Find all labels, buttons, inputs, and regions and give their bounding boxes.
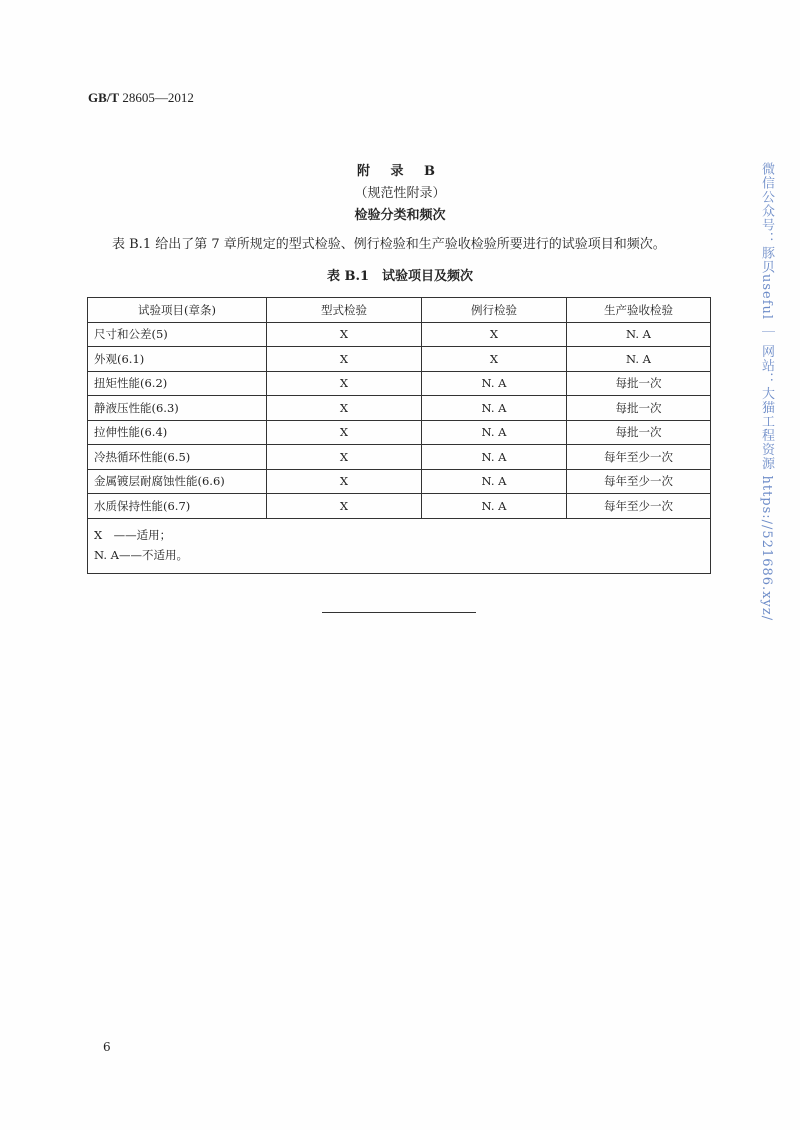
table-cell: X — [267, 371, 422, 396]
watermark: 微信公众号：豚贝useful ｜ 网站：大猫工程资源 https://521686.xyz/ — [759, 162, 774, 622]
table-cell: X — [267, 396, 422, 421]
table-cell: 外观(6.1) — [88, 347, 267, 372]
test-items-table — [87, 297, 711, 574]
table-row — [88, 371, 711, 396]
table-cell: 金属镀层耐腐蚀性能(6.6) — [88, 469, 267, 494]
table-row — [88, 322, 711, 347]
table-cell: X — [267, 469, 422, 494]
table-row — [88, 494, 711, 519]
table-cell: N. A — [422, 420, 567, 445]
note: N. A——不适用。 — [94, 547, 188, 562]
table-cell: 水质保持性能(6.7) — [88, 494, 267, 519]
table-cell: X — [267, 347, 422, 372]
header-cell: 试验项目(章条) — [88, 298, 267, 323]
table-cell: 每年至少一次 — [567, 469, 711, 494]
table-cell: 每批一次 — [567, 371, 711, 396]
table-cell: 每年至少一次 — [567, 494, 711, 519]
end-rule — [322, 612, 476, 613]
table-cell: 扭矩性能(6.2) — [88, 371, 267, 396]
table-row — [88, 420, 711, 445]
standard-code — [88, 90, 194, 106]
table-cell: 每批一次 — [567, 396, 711, 421]
table-cell: X — [267, 420, 422, 445]
header-cell: 生产验收检验 — [567, 298, 711, 323]
table-row — [88, 347, 711, 372]
table-caption: 表 B.1 试验项目及频次 — [326, 269, 474, 284]
table-header-row — [88, 298, 711, 323]
appendix-subtitle: 检验分类和频次 — [354, 208, 446, 223]
table-cell: N. A — [567, 322, 711, 347]
table-cell: 每年至少一次 — [567, 445, 711, 470]
note: X ——适用； — [94, 527, 172, 542]
table-cell: N. A — [567, 347, 711, 372]
table-cell: 尺寸和公差(5) — [88, 322, 267, 347]
table-cell: X — [267, 445, 422, 470]
table-row — [88, 396, 711, 421]
table-row — [88, 469, 711, 494]
table-cell: 每批一次 — [567, 420, 711, 445]
table-cell: N. A — [422, 445, 567, 470]
intro-paragraph: 表 B.1 给出了第 7 章所规定的型式检验、例行检验和生产验收检验所要进行的试验项目和频次。 — [112, 237, 666, 252]
table-cell: N. A — [422, 371, 567, 396]
table-notes-row — [88, 518, 711, 573]
table-cell: X — [422, 347, 567, 372]
standard-prefix: GB/T — [88, 90, 120, 105]
table-cell: X — [267, 322, 422, 347]
header-cell: 例行检验 — [422, 298, 567, 323]
table-cell: 冷热循环性能(6.5) — [88, 445, 267, 470]
table-row — [88, 445, 711, 470]
page-number: 6 — [103, 1040, 111, 1054]
header-cell: 型式检验 — [267, 298, 422, 323]
table-cell: N. A — [422, 494, 567, 519]
table-cell: X — [267, 494, 422, 519]
table-cell: N. A — [422, 469, 567, 494]
table-cell: X — [422, 322, 567, 347]
table-cell: N. A — [422, 396, 567, 421]
table-cell: 拉伸性能(6.4) — [88, 420, 267, 445]
appendix-type: （规范性附录） — [354, 186, 446, 201]
table-cell: 静液压性能(6.3) — [88, 396, 267, 421]
table-notes — [88, 518, 711, 573]
standard-number: 28605—2012 — [122, 90, 194, 105]
appendix-title: 附 录 B — [356, 164, 444, 179]
